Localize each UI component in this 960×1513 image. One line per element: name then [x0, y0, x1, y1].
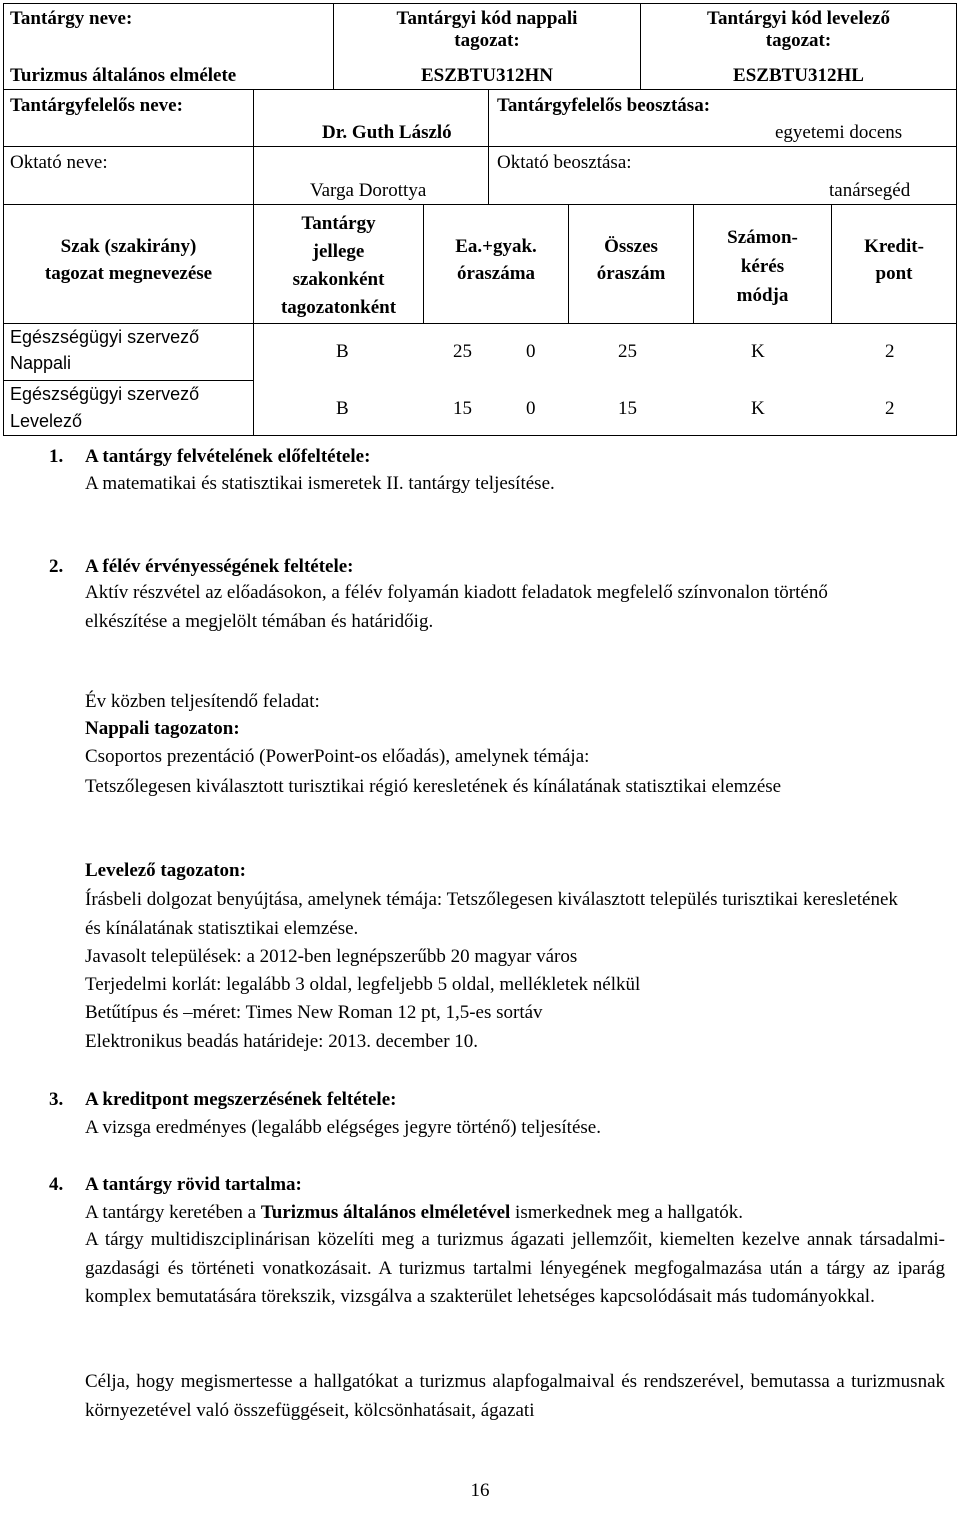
teacher-pos-label: Oktató beosztása:: [497, 152, 632, 173]
row-hours-practice: 0: [526, 341, 536, 362]
section-1-number: 1.: [49, 446, 64, 467]
row-total: 15: [618, 398, 637, 419]
correspondence-line-3: Terjedelmi korlát: legalább 3 oldal, legfeljebb 5 oldal, mellékletek nélkül: [85, 974, 641, 995]
correspondence-line-1: Írásbeli dolgozat benyújtása, amelynek témája: Tetszőlegesen kiválasztott település turisztikai keresletének és kínálatának statisztikai elemzése.: [85, 889, 898, 939]
section-1-title: A tantárgy felvételének előfeltétele:: [85, 446, 371, 467]
row-type: B: [336, 398, 349, 419]
col-header-type: Tantárgy jellege szakonként tagozatonként: [280, 213, 397, 318]
row-hours-practice: 0: [526, 398, 536, 419]
task-heading: Év közben teljesítendő feladat:: [85, 691, 320, 712]
row-hours: 15: [453, 398, 472, 419]
row-credit: 2: [885, 398, 895, 419]
row-specialization: Egészségügyi szervező: [10, 327, 200, 347]
subject-name-label: Tantárgy neve:: [10, 8, 133, 29]
row-hours: 25: [453, 341, 472, 362]
section-3-title: A kreditpont megszerzésének feltétele:: [85, 1089, 397, 1110]
row-type: B: [336, 341, 349, 362]
section-3-number: 3.: [49, 1089, 64, 1110]
col-header-exam: Számon- kérés módja: [727, 227, 798, 306]
section-4-paragraph-3: Célja, hogy megismertesse a hallgatókat a turizmus alapfogalmaival és rendszerével, bemutassa a turizmusnak környezetével való összefüggéseit, kölcsönhatásait, ágazati: [85, 1371, 945, 1421]
responsible-name: Dr. Guth László: [322, 122, 452, 143]
row-mode: Nappali: [10, 353, 72, 373]
subject-name: Turizmus általános elmélete: [10, 65, 237, 86]
correspondence-line-4: Betűtípus és –méret: Times New Roman 12 pt, 1,5-es sortáv: [85, 1002, 543, 1023]
teacher-name: Varga Dorottya: [310, 180, 427, 201]
section-3-text: A vizsga eredményes (legalább elégséges jegyre történő) teljesítése.: [85, 1117, 601, 1138]
col-header-total: Összes óraszám: [596, 236, 666, 284]
day-mode-heading: Nappali tagozaton:: [85, 718, 240, 739]
correspondence-line-2: Javasolt települések: a 2012-ben legnépszerűbb 20 magyar város: [85, 946, 578, 967]
section-4-paragraph-2: A tárgy multidiszciplinárisan közelíti meg a turizmus ágazati jellemzőit, kiemelten kezelve annak társadalmi-gazdasági és történeti vonatkozásait. A turizmus tartalmi lényegének megfogalmazása után a tárgy az iparág komplex bemutatására törekszik, vizsgálva a szakterület lehetséges kapcsolódásait más tudományokkal.: [85, 1229, 945, 1307]
col-header-hours: Ea.+gyak. óraszáma: [455, 236, 537, 284]
teacher-label: Oktató neve:: [10, 152, 108, 173]
correspondence-line-5: Elektronikus beadás határideje: 2013. december 10.: [85, 1031, 479, 1052]
teacher-pos: tanársegéd: [829, 180, 911, 201]
page-number: 16: [470, 1480, 490, 1501]
section-2-text: Aktív részvétel az előadásokon, a félév folyamán kiadott feladatok megfelelő színvonalon történő elkészítése a megjelölt témában és határidőig.: [85, 582, 828, 632]
row-total: 25: [618, 341, 637, 362]
section-2-title: A félév érvényességének feltétele:: [85, 556, 354, 577]
section-1-text: A matematikai és statisztikai ismeretek II. tantárgy teljesítése.: [85, 473, 555, 494]
section-4-title: A tantárgy rövid tartalma:: [85, 1174, 302, 1195]
row-specialization: Egészségügyi szervező: [10, 384, 200, 404]
responsible-pos: egyetemi docens: [775, 122, 903, 143]
day-mode-line-2: Tetszőlegesen kiválasztott turisztikai régió keresletének és kínálatának statisztikai elemzése: [85, 776, 782, 797]
correspondence-heading: Levelező tagozaton:: [85, 860, 246, 881]
col-header-credit: Kredit- pont: [864, 236, 924, 284]
code-corr-label: Tantárgyi kód levelező tagozat:: [707, 8, 890, 51]
row-exam: K: [751, 341, 765, 362]
code-corr: ESZBTU312HL: [733, 65, 864, 86]
row-credit: 2: [885, 341, 895, 362]
row-exam: K: [751, 398, 765, 419]
code-day-label: Tantárgyi kód nappali tagozat:: [396, 8, 578, 51]
row-mode: Levelező: [10, 411, 83, 431]
col-header-specialization: Szak (szakirány) tagozat megnevezése: [44, 236, 213, 284]
responsible-label: Tantárgyfelelős neve:: [10, 95, 183, 116]
responsible-pos-label: Tantárgyfelelős beosztása:: [497, 95, 711, 116]
section-4-number: 4.: [49, 1174, 64, 1195]
section-2-number: 2.: [49, 556, 64, 577]
day-mode-line-1: Csoportos prezentáció (PowerPoint-os előadás), amelynek témája:: [85, 746, 590, 767]
code-day: ESZBTU312HN: [421, 65, 553, 86]
section-4-paragraph-1: A tantárgy keretében a Turizmus általános elméletével ismerkednek meg a hallgatók.: [85, 1202, 743, 1223]
